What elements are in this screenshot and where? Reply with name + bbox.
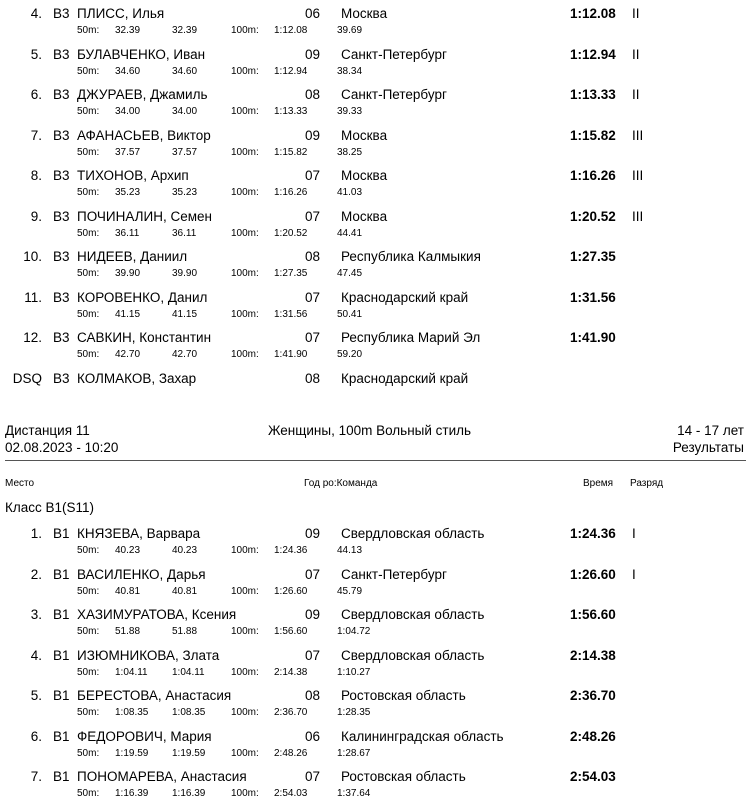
split-50-time: 34.60 (115, 65, 141, 77)
split-100-label: 100m: (231, 545, 259, 556)
split-50-lap: 40.81 (172, 585, 198, 597)
split-100-lap: 44.41 (337, 227, 363, 239)
split-50-label: 50m: (77, 585, 100, 597)
place-cell: 1. (30, 526, 42, 541)
team-name: Краснодарский край (341, 370, 469, 386)
team-name: Москва (341, 208, 388, 224)
split-50-time: 42.70 (115, 349, 141, 360)
split-50-lap: 35.23 (172, 187, 198, 198)
split-50-label: 50m: (77, 106, 100, 117)
result-row (0, 290, 750, 330)
split-100-label: 100m: (231, 585, 259, 597)
event-distance: Дистанция 11 (5, 423, 90, 438)
birth-year: 07 (305, 647, 321, 663)
rank-cell: II (632, 87, 640, 102)
split-100-label: 100m: (231, 626, 259, 637)
rank-cell: I (632, 526, 636, 541)
split-50-time: 1:08.35 (115, 707, 149, 718)
split-100-lap: 47.45 (337, 268, 363, 279)
split-50-lap: 1:16.39 (172, 788, 206, 799)
split-50-lap: 51.88 (172, 626, 198, 637)
athlete-name: БУЛАВЧЕНКО, Иван (77, 46, 206, 62)
split-100-label: 100m: (231, 65, 259, 77)
athlete-name: ИЗЮМНИКОВА, Злата (77, 647, 220, 663)
birth-year: 07 (305, 566, 321, 582)
result-row (0, 47, 750, 87)
split-100-label: 100m: (231, 707, 259, 718)
event-title: Женщины, 100m Вольный стиль (268, 423, 472, 438)
split-100-lap: 1:10.27 (337, 666, 371, 678)
class-cell: B3 (53, 127, 70, 143)
split-100-time: 2:54.03 (274, 788, 308, 799)
team-name: Свердловская область (341, 607, 485, 622)
birth-year: 08 (305, 87, 321, 102)
rank-cell: III (632, 168, 644, 183)
split-50-label: 50m: (77, 227, 100, 239)
split-50-time: 40.81 (115, 585, 141, 597)
team-name: Ростовская область (341, 769, 466, 784)
team-name: Санкт-Петербург (341, 87, 447, 102)
split-100-lap: 39.69 (337, 25, 363, 36)
result-row (0, 87, 750, 127)
result-row (0, 607, 750, 647)
birth-year: 09 (305, 46, 321, 62)
split-100-label: 100m: (231, 747, 259, 759)
split-100-label: 100m: (231, 268, 259, 279)
column-header-rank: Разряд (630, 478, 664, 489)
split-100-lap: 50.41 (337, 308, 363, 320)
split-100-time: 1:41.90 (274, 349, 308, 360)
place-cell: 12. (23, 330, 42, 345)
split-50-label: 50m: (77, 545, 100, 556)
team-name: Ростовская область (341, 688, 466, 703)
result-time: 1:20.52 (570, 208, 616, 224)
split-50-time: 36.11 (115, 227, 140, 239)
split-100-time: 1:16.26 (274, 187, 308, 198)
column-header-place: Место (5, 478, 35, 489)
split-50-lap: 36.11 (172, 227, 197, 239)
column-header-time: Время (583, 478, 614, 489)
birth-year: 08 (305, 688, 321, 703)
event-age-group: 14 - 17 лет (677, 423, 744, 438)
athlete-name: ТИХОНОВ, Архип (77, 168, 189, 183)
result-time: 2:54.03 (570, 769, 616, 784)
rank-cell: I (632, 566, 636, 582)
split-100-lap: 1:37.64 (337, 788, 371, 799)
split-50-lap: 37.57 (172, 146, 198, 158)
class-cell: B3 (53, 330, 70, 345)
birth-year: 07 (305, 769, 321, 784)
rank-cell: III (632, 127, 644, 143)
split-50-label: 50m: (77, 747, 100, 759)
split-50-time: 35.23 (115, 187, 141, 198)
athlete-name: НИДЕЕВ, Даниил (77, 249, 188, 264)
split-100-time: 1:24.36 (274, 545, 308, 556)
place-cell: 10. (23, 249, 42, 264)
split-100-lap: 39.33 (337, 106, 363, 117)
split-50-time: 51.88 (115, 626, 141, 637)
split-100-lap: 1:04.72 (337, 626, 371, 637)
split-100-label: 100m: (231, 146, 259, 158)
class-label: Класс B1(S11) (5, 500, 95, 515)
column-header-year-team: Год ро:Команда (304, 478, 378, 489)
split-100-time: 2:14.38 (274, 666, 308, 678)
result-time: 1:16.26 (570, 168, 616, 183)
athlete-name: КОЛМАКОВ, Захар (77, 370, 197, 386)
split-100-label: 100m: (231, 666, 259, 678)
split-100-time: 2:48.26 (274, 747, 308, 759)
split-50-label: 50m: (77, 187, 100, 198)
split-100-lap: 38.34 (337, 65, 363, 77)
split-100-time: 1:15.82 (274, 146, 308, 158)
athlete-name: ПОЧИНАЛИН, Семен (77, 208, 212, 224)
team-name: Республика Калмыкия (341, 249, 481, 264)
class-cell: B3 (53, 208, 70, 224)
split-50-label: 50m: (77, 707, 100, 718)
split-50-time: 1:04.11 (115, 666, 148, 678)
birth-year: 07 (305, 330, 321, 345)
team-name: Калининградская область (341, 728, 504, 744)
result-row (0, 6, 750, 46)
result-time: 1:12.08 (570, 6, 616, 21)
team-name: Свердловская область (341, 526, 485, 541)
event-results-label: Результаты (672, 440, 744, 455)
split-50-lap: 34.60 (172, 65, 198, 77)
split-100-time: 1:13.33 (274, 106, 308, 117)
result-row (0, 168, 750, 208)
split-100-time: 1:12.08 (274, 25, 308, 36)
birth-year: 07 (305, 289, 321, 305)
result-row (0, 688, 750, 728)
class-cell: B1 (53, 647, 70, 663)
result-time: 2:48.26 (570, 728, 616, 744)
result-time: 1:31.56 (570, 289, 616, 305)
birth-year: 09 (305, 526, 321, 541)
team-name: Санкт-Петербург (341, 46, 447, 62)
athlete-name: АФАНАСЬЕВ, Виктор (77, 127, 211, 143)
split-50-label: 50m: (77, 65, 100, 77)
birth-year: 07 (305, 208, 321, 224)
split-100-time: 1:12.94 (274, 65, 308, 77)
place-cell: 4. (30, 6, 42, 21)
class-cell: B3 (53, 168, 70, 183)
split-50-label: 50m: (77, 349, 100, 360)
team-name: Санкт-Петербург (341, 566, 447, 582)
split-100-label: 100m: (231, 349, 259, 360)
split-50-label: 50m: (77, 788, 100, 799)
athlete-name: ФЕДОРОВИЧ, Мария (77, 728, 212, 744)
birth-year: 09 (305, 607, 321, 622)
place-cell: 5. (30, 688, 42, 703)
place-cell: DSQ (12, 370, 42, 386)
split-50-lap: 34.00 (172, 106, 198, 117)
split-50-label: 50m: (77, 666, 100, 678)
split-100-label: 100m: (231, 308, 259, 320)
result-time: 1:56.60 (570, 607, 616, 622)
athlete-name: ПОНОМАРЕВА, Анастасия (77, 769, 247, 784)
result-row (0, 371, 750, 411)
class-cell: B3 (53, 370, 70, 386)
result-time: 1:12.94 (570, 46, 616, 62)
result-row (0, 729, 750, 769)
class-cell: B3 (53, 87, 70, 102)
event-datetime: 02.08.2023 - 10:20 (5, 440, 119, 455)
header-divider (5, 460, 746, 461)
result-time: 1:27.35 (570, 249, 616, 264)
class-cell: B3 (53, 249, 70, 264)
split-100-lap: 45.79 (337, 585, 363, 597)
athlete-name: ХАЗИМУРАТОВА, Ксения (77, 607, 237, 622)
split-50-time: 1:16.39 (115, 788, 149, 799)
split-100-lap: 44.13 (337, 545, 363, 556)
split-100-lap: 1:28.35 (337, 707, 371, 718)
athlete-name: КНЯЗЕВА, Варвара (77, 526, 201, 541)
team-name: Москва (341, 127, 388, 143)
athlete-name: САВКИН, Константин (77, 330, 212, 345)
athlete-name: ВАСИЛЕНКО, Дарья (77, 566, 206, 582)
result-row (0, 526, 750, 566)
place-cell: 2. (30, 566, 42, 582)
class-cell: B3 (53, 289, 70, 305)
place-cell: 7. (30, 127, 42, 143)
result-time: 2:14.38 (570, 647, 616, 663)
result-time: 1:15.82 (570, 127, 616, 143)
result-time: 1:13.33 (570, 87, 616, 102)
class-cell: B3 (53, 6, 70, 21)
split-100-label: 100m: (231, 187, 259, 198)
team-name: Москва (341, 168, 388, 183)
birth-year: 08 (305, 370, 321, 386)
rank-cell: II (632, 6, 640, 21)
split-100-lap: 1:28.67 (337, 747, 371, 759)
result-row (0, 330, 750, 370)
result-time: 1:41.90 (570, 330, 616, 345)
result-row (0, 249, 750, 289)
athlete-name: ПЛИСС, Илья (77, 6, 165, 21)
split-50-time: 40.23 (115, 545, 141, 556)
split-50-label: 50m: (77, 626, 100, 637)
split-50-lap: 42.70 (172, 349, 198, 360)
split-50-lap: 1:08.35 (172, 707, 206, 718)
birth-year: 08 (305, 249, 321, 264)
result-row (0, 209, 750, 249)
birth-year: 06 (305, 6, 321, 21)
class-cell: B1 (53, 526, 70, 541)
class-cell: B1 (53, 769, 70, 784)
athlete-name: КОРОВЕНКО, Данил (77, 289, 208, 305)
split-100-lap: 38.25 (337, 146, 363, 158)
result-row (0, 769, 750, 809)
split-50-lap: 1:04.11 (172, 666, 205, 678)
result-row (0, 648, 750, 688)
result-time: 2:36.70 (570, 688, 616, 703)
athlete-name: БЕРЕСТОВА, Анастасия (77, 688, 232, 703)
place-cell: 5. (30, 46, 42, 62)
split-50-label: 50m: (77, 308, 100, 320)
class-cell: B1 (53, 607, 70, 622)
result-time: 1:26.60 (570, 566, 616, 582)
result-time: 1:24.36 (570, 526, 616, 541)
team-name: Свердловская область (341, 647, 485, 663)
split-50-time: 1:19.59 (115, 747, 149, 759)
place-cell: 4. (30, 647, 42, 663)
place-cell: 8. (30, 168, 42, 183)
birth-year: 07 (305, 168, 321, 183)
birth-year: 06 (305, 728, 321, 744)
rank-cell: III (632, 208, 644, 224)
team-name: Москва (341, 6, 388, 21)
split-50-lap: 1:19.59 (172, 747, 206, 759)
place-cell: 3. (30, 607, 42, 622)
split-100-label: 100m: (231, 106, 259, 117)
birth-year: 09 (305, 127, 321, 143)
split-50-time: 41.15 (115, 308, 141, 320)
athlete-name: ДЖУРАЕВ, Джамиль (77, 87, 208, 102)
split-50-label: 50m: (77, 146, 100, 158)
team-name: Краснодарский край (341, 289, 469, 305)
place-cell: 11. (24, 289, 42, 305)
rank-cell: II (632, 46, 640, 62)
place-cell: 6. (30, 728, 42, 744)
split-100-lap: 59.20 (337, 349, 363, 360)
class-cell: B3 (53, 46, 70, 62)
split-100-time: 2:36.70 (274, 707, 308, 718)
split-50-time: 37.57 (115, 146, 141, 158)
class-cell: B1 (53, 688, 70, 703)
split-50-lap: 41.15 (172, 308, 198, 320)
split-100-time: 1:20.52 (274, 227, 308, 239)
split-100-time: 1:56.60 (274, 626, 308, 637)
result-row (0, 567, 750, 607)
split-100-label: 100m: (231, 25, 259, 36)
split-100-label: 100m: (231, 788, 259, 799)
split-100-time: 1:31.56 (274, 308, 308, 320)
split-100-lap: 41.03 (337, 187, 363, 198)
split-50-label: 50m: (77, 268, 100, 279)
split-50-lap: 40.23 (172, 545, 198, 556)
class-cell: B1 (53, 566, 70, 582)
split-50-time: 34.00 (115, 106, 141, 117)
team-name: Республика Марий Эл (341, 330, 481, 345)
place-cell: 9. (30, 208, 42, 224)
split-50-lap: 39.90 (172, 268, 198, 279)
split-100-time: 1:26.60 (274, 585, 308, 597)
split-50-time: 32.39 (115, 25, 141, 36)
class-cell: B1 (53, 728, 70, 744)
result-row (0, 128, 750, 168)
split-100-time: 1:27.35 (274, 268, 308, 279)
split-50-time: 39.90 (115, 268, 141, 279)
place-cell: 6. (30, 87, 42, 102)
split-50-lap: 32.39 (172, 25, 198, 36)
place-cell: 7. (30, 769, 42, 784)
split-50-label: 50m: (77, 25, 100, 36)
split-100-label: 100m: (231, 227, 259, 239)
